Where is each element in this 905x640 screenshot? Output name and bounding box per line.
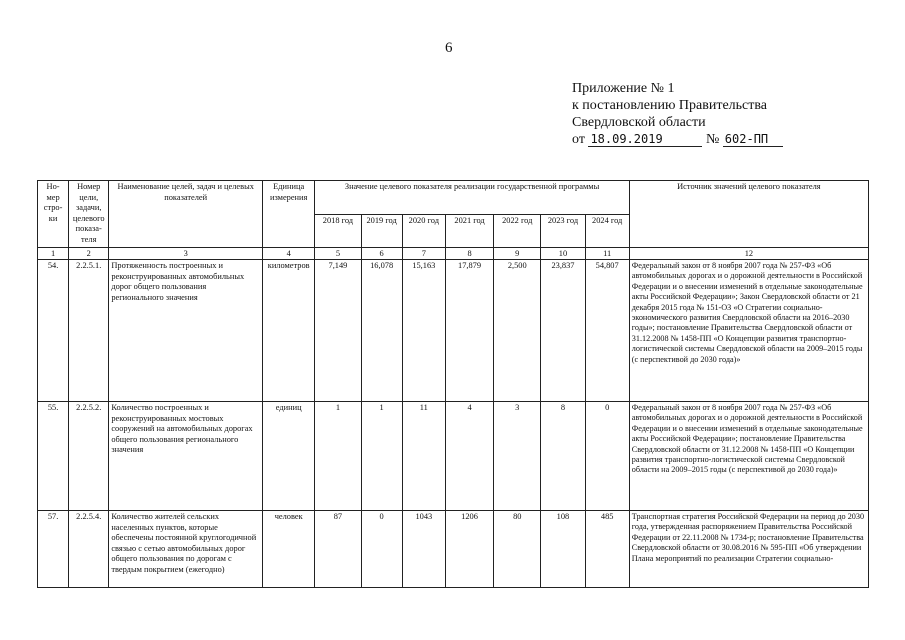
cell-source: Транспортная стратегия Российской Федерации на период до 2030 года, утвержденная распоряжением Правительства Российской Федерации от 22.11.2008 № 1734-р; постановление Правительства Свердловской области от 30.08.2016 № 595-ПП «Об утверждении Плана мероприятий по реализации Стратегии социально-	[629, 511, 868, 588]
approval-number: 602-ПП	[723, 132, 783, 147]
cell-unit: человек	[263, 511, 315, 588]
column-index: 3	[109, 248, 263, 260]
indicators-table	[37, 180, 869, 588]
column-index: 7	[402, 248, 445, 260]
cell-source: Федеральный закон от 8 ноября 2007 года № 257-ФЗ «Об автомобильных дорогах и о дорожной деятельности в Российской Федерации и о внесении изменений в отдельные законодательные акты Российской Федерации»; Закон Свердловской области от 21 декабря 2015 года № 151-ОЗ «О Стратегии социально-экономического развития Свердловской области на 2016–2030 годы»; постановление Правительства Свердловской области от 31.12.2008 № 1458-ПП «О Концепции развития транспортно-логистической системы Свердловской области на 2009–2015 годы (с перспективой до 2030 года)»	[629, 260, 868, 402]
cell-value: 17,879	[445, 260, 493, 402]
cell-value: 0	[361, 511, 402, 588]
cell-value: 87	[315, 511, 361, 588]
cell-value: 23,837	[541, 260, 585, 402]
from-label: от	[572, 132, 585, 147]
cell-unit: единиц	[263, 402, 315, 511]
header-year: 2021 год	[445, 214, 493, 248]
cell-goal-num: 2.2.5.1.	[69, 260, 109, 402]
header-year: 2022 год	[494, 214, 541, 248]
cell-value: 1043	[402, 511, 445, 588]
table-row	[38, 402, 869, 511]
header-year: 2024 год	[585, 214, 629, 248]
cell-value: 108	[541, 511, 585, 588]
header-values-group: Значение целевого показателя реализации государственной программы	[315, 181, 629, 215]
cell-value: 16,078	[361, 260, 402, 402]
column-index: 12	[629, 248, 868, 260]
header-year: 2018 год	[315, 214, 361, 248]
cell-row-num: 55.	[38, 402, 69, 511]
cell-name: Протяженность построенных и реконструированных автомобильных дорог общего пользования регионального значения	[109, 260, 263, 402]
page-number: 6	[445, 40, 453, 56]
cell-value: 1	[361, 402, 402, 511]
cell-value: 1206	[445, 511, 493, 588]
header-unit: Единица измерения	[263, 181, 315, 248]
cell-source: Федеральный закон от 8 ноября 2007 года № 257-ФЗ «Об автомобильных дорогах и о дорожной деятельности в Российской Федерации и о внесении изменений в отдельные законодательные акты Российской Федерации»; постановление Правительства Свердловской области от 31.12.2008 № 1458-ПП «О Концепции развития транспортно-логистической системы Свердловской области на 2009–2015 годы (с перспективой до 2030 года)»	[629, 402, 868, 511]
cell-value: 485	[585, 511, 629, 588]
header-row	[38, 181, 869, 215]
column-index-row	[38, 248, 869, 260]
cell-value: 1	[315, 402, 361, 511]
cell-name: Количество жителей сельских населенных пунктов, которые обеспечены постоянной круглогодичной связью с сетью автомобильных дорог общего пользования по дорогам с твердым покрытием (ежегодно)	[109, 511, 263, 588]
column-index: 1	[38, 248, 69, 260]
column-index: 11	[585, 248, 629, 260]
cell-value: 11	[402, 402, 445, 511]
approval-date: 18.09.2019	[588, 132, 702, 147]
cell-row-num: 54.	[38, 260, 69, 402]
cell-value: 7,149	[315, 260, 361, 402]
approval-line-3: Свердловской области	[572, 115, 706, 130]
column-index: 5	[315, 248, 361, 260]
header-name: Наименование целей, задач и целевых показателей	[109, 181, 263, 248]
cell-row-num: 57.	[38, 511, 69, 588]
column-index: 8	[445, 248, 493, 260]
cell-name: Количество построенных и реконструированных мостовых сооружений на автомобильных дорогах общего пользования регионального значения	[109, 402, 263, 511]
cell-value: 3	[494, 402, 541, 511]
approval-line-1: Приложение № 1	[572, 81, 675, 96]
cell-value: 4	[445, 402, 493, 511]
cell-goal-num: 2.2.5.2.	[69, 402, 109, 511]
number-label: №	[705, 132, 720, 147]
header-row-num: Но-мер стро-ки	[38, 181, 69, 248]
cell-value: 2,500	[494, 260, 541, 402]
column-index: 2	[69, 248, 109, 260]
approval-block	[572, 80, 783, 148]
column-index: 4	[263, 248, 315, 260]
header-year: 2020 год	[402, 214, 445, 248]
table-row	[38, 511, 869, 588]
table-row	[38, 260, 869, 402]
header-source: Источник значений целевого показателя	[629, 181, 868, 248]
cell-goal-num: 2.2.5.4.	[69, 511, 109, 588]
header-year: 2023 год	[541, 214, 585, 248]
cell-value: 54,807	[585, 260, 629, 402]
header-goal-num: Номер цели, задачи, целевого показа-теля	[69, 181, 109, 248]
cell-value: 8	[541, 402, 585, 511]
column-index: 6	[361, 248, 402, 260]
approval-line-2: к постановлению Правительства	[572, 98, 768, 113]
cell-value: 80	[494, 511, 541, 588]
header-year: 2019 год	[361, 214, 402, 248]
cell-value: 15,163	[402, 260, 445, 402]
column-index: 9	[494, 248, 541, 260]
column-index: 10	[541, 248, 585, 260]
cell-unit: километров	[263, 260, 315, 402]
approval-line-4	[572, 131, 783, 148]
cell-value: 0	[585, 402, 629, 511]
